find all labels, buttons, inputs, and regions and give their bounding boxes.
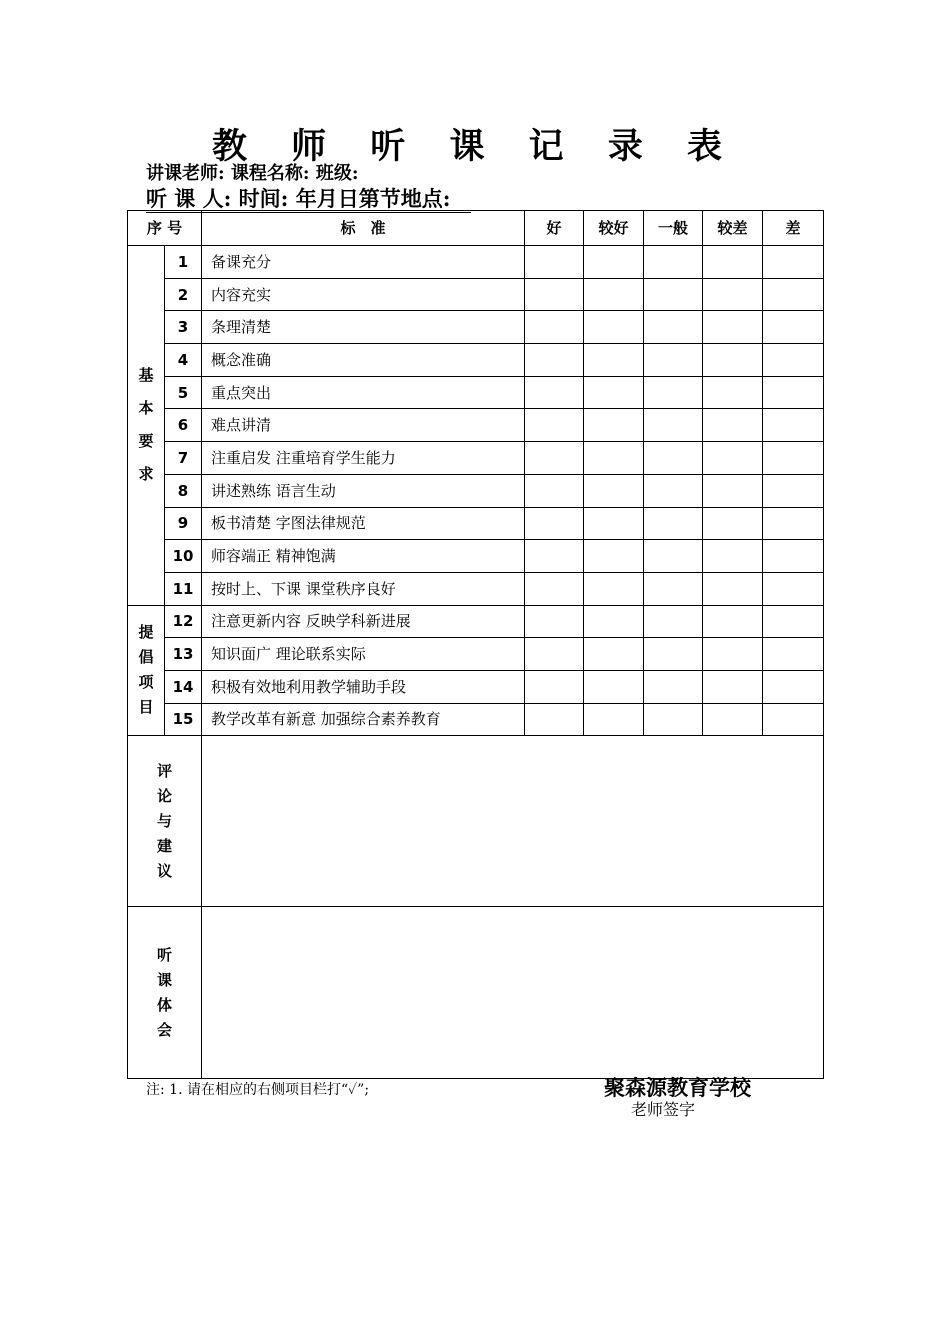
- table-row: [128, 311, 824, 344]
- rating-cell-fairly-poor[interactable]: [703, 703, 763, 736]
- table-row: [128, 703, 824, 736]
- rating-cell-fairly-good[interactable]: [584, 572, 644, 605]
- rating-cell-average[interactable]: [644, 278, 703, 311]
- row-number: 2: [165, 278, 202, 311]
- criterion-text: 师容端正 精神饱满: [202, 540, 525, 573]
- page-title: 教 师 听 课 记 录 表: [211, 127, 739, 167]
- rating-cell-poor[interactable]: [763, 442, 824, 475]
- rating-cell-fairly-good[interactable]: [584, 474, 644, 507]
- row-number: 9: [165, 507, 202, 540]
- rating-cell-average[interactable]: [644, 703, 703, 736]
- group-label-char: 项: [138, 673, 154, 692]
- rating-cell-fairly-poor[interactable]: [703, 670, 763, 703]
- row-number: 12: [165, 605, 202, 638]
- group-comments-suggestions: [128, 736, 202, 907]
- rating-cell-good[interactable]: [525, 605, 584, 638]
- rating-cell-average[interactable]: [644, 638, 703, 671]
- rating-cell-average[interactable]: [644, 540, 703, 573]
- rating-cell-average[interactable]: [644, 376, 703, 409]
- rating-cell-fairly-poor[interactable]: [703, 605, 763, 638]
- table-row: [128, 572, 824, 605]
- rating-cell-fairly-poor[interactable]: [703, 246, 763, 279]
- group-label-char: 建: [157, 836, 173, 855]
- rating-cell-good[interactable]: [525, 540, 584, 573]
- row-number: 5: [165, 376, 202, 409]
- rating-cell-average[interactable]: [644, 474, 703, 507]
- rating-cell-fairly-good[interactable]: [584, 409, 644, 442]
- group-label-char: 要: [138, 432, 154, 451]
- table-row: [128, 442, 824, 475]
- row-number: 14: [165, 670, 202, 703]
- table-row: [128, 638, 824, 671]
- rating-cell-poor[interactable]: [763, 670, 824, 703]
- comments-area[interactable]: [202, 736, 824, 907]
- rating-cell-good[interactable]: [525, 572, 584, 605]
- criterion-text: 条理清楚: [202, 311, 525, 344]
- group-label-char: 与: [157, 811, 173, 830]
- group-label-char: 议: [157, 861, 173, 880]
- rating-cell-good[interactable]: [525, 409, 584, 442]
- signature-label: 老师签字: [631, 1100, 696, 1119]
- criterion-text: 教学改革有新意 加强综合素养教育: [202, 703, 525, 736]
- rating-cell-good[interactable]: [525, 278, 584, 311]
- rating-cell-fairly-poor[interactable]: [703, 409, 763, 442]
- rating-cell-fairly-poor[interactable]: [703, 638, 763, 671]
- header-row: [128, 211, 824, 246]
- group-label-char: 听: [157, 945, 173, 964]
- rating-cell-fairly-good[interactable]: [584, 278, 644, 311]
- criterion-text: 注重启发 注重培育学生能力: [202, 442, 525, 475]
- rating-cell-good[interactable]: [525, 670, 584, 703]
- row-number: 10: [165, 540, 202, 573]
- row-number: 8: [165, 474, 202, 507]
- rating-cell-good[interactable]: [525, 311, 584, 344]
- rating-cell-poor[interactable]: [763, 540, 824, 573]
- rating-cell-poor[interactable]: [763, 474, 824, 507]
- rating-cell-average[interactable]: [644, 605, 703, 638]
- footnote: 注: 1. 请在相应的右侧项目栏打“✓”;: [146, 1082, 370, 1098]
- group-basic-requirements: [128, 246, 165, 606]
- header-fairly-good: 较好: [584, 211, 644, 246]
- criterion-text: 重点突出: [202, 376, 525, 409]
- header-number: 序 号: [128, 211, 202, 246]
- table-row: [128, 246, 824, 279]
- row-number: 13: [165, 638, 202, 671]
- rating-cell-fairly-poor[interactable]: [703, 376, 763, 409]
- rating-cell-average[interactable]: [644, 344, 703, 377]
- criterion-text: 积极有效地利用教学辅助手段: [202, 670, 525, 703]
- rating-cell-fairly-good[interactable]: [584, 246, 644, 279]
- evaluation-table: [127, 210, 824, 1079]
- table-row: [128, 409, 824, 442]
- criterion-text: 知识面广 理论联系实际: [202, 638, 525, 671]
- rating-cell-fairly-good[interactable]: [584, 670, 644, 703]
- criterion-text: 板书清楚 字图法律规范: [202, 507, 525, 540]
- rating-cell-good[interactable]: [525, 474, 584, 507]
- criterion-text: 按时上、下课 课堂秩序良好: [202, 572, 525, 605]
- rating-cell-fairly-poor[interactable]: [703, 572, 763, 605]
- rating-cell-average[interactable]: [644, 507, 703, 540]
- row-number: 4: [165, 344, 202, 377]
- rating-cell-good[interactable]: [525, 507, 584, 540]
- criterion-text: 难点讲清: [202, 409, 525, 442]
- rating-cell-poor[interactable]: [763, 278, 824, 311]
- criterion-text: 讲述熟练 语言生动: [202, 474, 525, 507]
- header-criteria: 标 准: [202, 211, 525, 246]
- rating-cell-average[interactable]: [644, 572, 703, 605]
- header-poor: 差: [763, 211, 824, 246]
- lecture-info-line: 讲课老师: 课程名称: 班级:: [146, 163, 359, 184]
- row-number: 3: [165, 311, 202, 344]
- table-row: [128, 540, 824, 573]
- group-label-char: 求: [138, 465, 154, 484]
- rating-cell-fairly-poor[interactable]: [703, 507, 763, 540]
- rating-cell-poor[interactable]: [763, 605, 824, 638]
- rating-cell-good[interactable]: [525, 344, 584, 377]
- rating-cell-good[interactable]: [525, 246, 584, 279]
- rating-cell-poor[interactable]: [763, 507, 824, 540]
- reflection-row: [128, 907, 824, 1079]
- group-label-char: 课: [157, 970, 173, 989]
- header-average: 一般: [644, 211, 703, 246]
- school-name: 聚森源教育学校: [604, 1076, 751, 1100]
- rating-cell-poor[interactable]: [763, 311, 824, 344]
- row-number: 7: [165, 442, 202, 475]
- table-row: [128, 376, 824, 409]
- observer-info-line: 听 课 人: 时间: 年月日第节地点:: [146, 186, 471, 213]
- table-row: [128, 278, 824, 311]
- header-fairly-poor: 较差: [703, 211, 763, 246]
- rating-cell-poor[interactable]: [763, 344, 824, 377]
- rating-cell-fairly-good[interactable]: [584, 344, 644, 377]
- criterion-text: 概念准确: [202, 344, 525, 377]
- rating-cell-fairly-good[interactable]: [584, 638, 644, 671]
- rating-cell-poor[interactable]: [763, 376, 824, 409]
- table-row: [128, 605, 824, 638]
- table-row: [128, 474, 824, 507]
- group-label-char: 倡: [138, 648, 154, 667]
- rating-cell-fairly-poor[interactable]: [703, 311, 763, 344]
- rating-cell-average[interactable]: [644, 442, 703, 475]
- rating-cell-fairly-poor[interactable]: [703, 344, 763, 377]
- rating-cell-good[interactable]: [525, 376, 584, 409]
- rating-cell-fairly-poor[interactable]: [703, 442, 763, 475]
- group-label-char: 会: [157, 1020, 173, 1039]
- row-number: 6: [165, 409, 202, 442]
- rating-cell-fairly-poor[interactable]: [703, 540, 763, 573]
- rating-cell-fairly-good[interactable]: [584, 376, 644, 409]
- rating-cell-fairly-good[interactable]: [584, 442, 644, 475]
- comments-row: [128, 736, 824, 907]
- group-label-char: 评: [157, 761, 173, 780]
- rating-cell-poor[interactable]: [763, 638, 824, 671]
- header-good: 好: [525, 211, 584, 246]
- criterion-text: 备课充分: [202, 246, 525, 279]
- group-label-char: 论: [157, 786, 173, 805]
- group-label-char: 目: [138, 698, 154, 717]
- rating-cell-fairly-good[interactable]: [584, 311, 644, 344]
- rating-cell-fairly-poor[interactable]: [703, 474, 763, 507]
- group-label-char: 基: [138, 366, 154, 385]
- rating-cell-good[interactable]: [525, 703, 584, 736]
- rating-cell-fairly-good[interactable]: [584, 540, 644, 573]
- rating-cell-good[interactable]: [525, 442, 584, 475]
- group-advocated-items: [128, 605, 165, 736]
- criterion-text: 注意更新内容 反映学科新进展: [202, 605, 525, 638]
- row-number: 11: [165, 572, 202, 605]
- rating-cell-average[interactable]: [644, 311, 703, 344]
- group-lesson-reflection: [128, 907, 202, 1079]
- criterion-text: 内容充实: [202, 278, 525, 311]
- rating-cell-average[interactable]: [644, 246, 703, 279]
- reflection-area[interactable]: [202, 907, 824, 1079]
- rating-cell-average[interactable]: [644, 409, 703, 442]
- rating-cell-fairly-good[interactable]: [584, 703, 644, 736]
- rating-cell-poor[interactable]: [763, 246, 824, 279]
- row-number: 15: [165, 703, 202, 736]
- rating-cell-fairly-good[interactable]: [584, 507, 644, 540]
- rating-cell-fairly-poor[interactable]: [703, 278, 763, 311]
- rating-cell-poor[interactable]: [763, 409, 824, 442]
- rating-cell-fairly-good[interactable]: [584, 605, 644, 638]
- rating-cell-poor[interactable]: [763, 703, 824, 736]
- table-row: [128, 670, 824, 703]
- group-label-char: 提: [138, 623, 154, 642]
- group-label-char: 本: [138, 399, 154, 418]
- table-row: [128, 344, 824, 377]
- row-number: 1: [165, 246, 202, 279]
- rating-cell-good[interactable]: [525, 638, 584, 671]
- group-label-char: 体: [157, 995, 173, 1014]
- table-row: [128, 507, 824, 540]
- rating-cell-poor[interactable]: [763, 572, 824, 605]
- rating-cell-average[interactable]: [644, 670, 703, 703]
